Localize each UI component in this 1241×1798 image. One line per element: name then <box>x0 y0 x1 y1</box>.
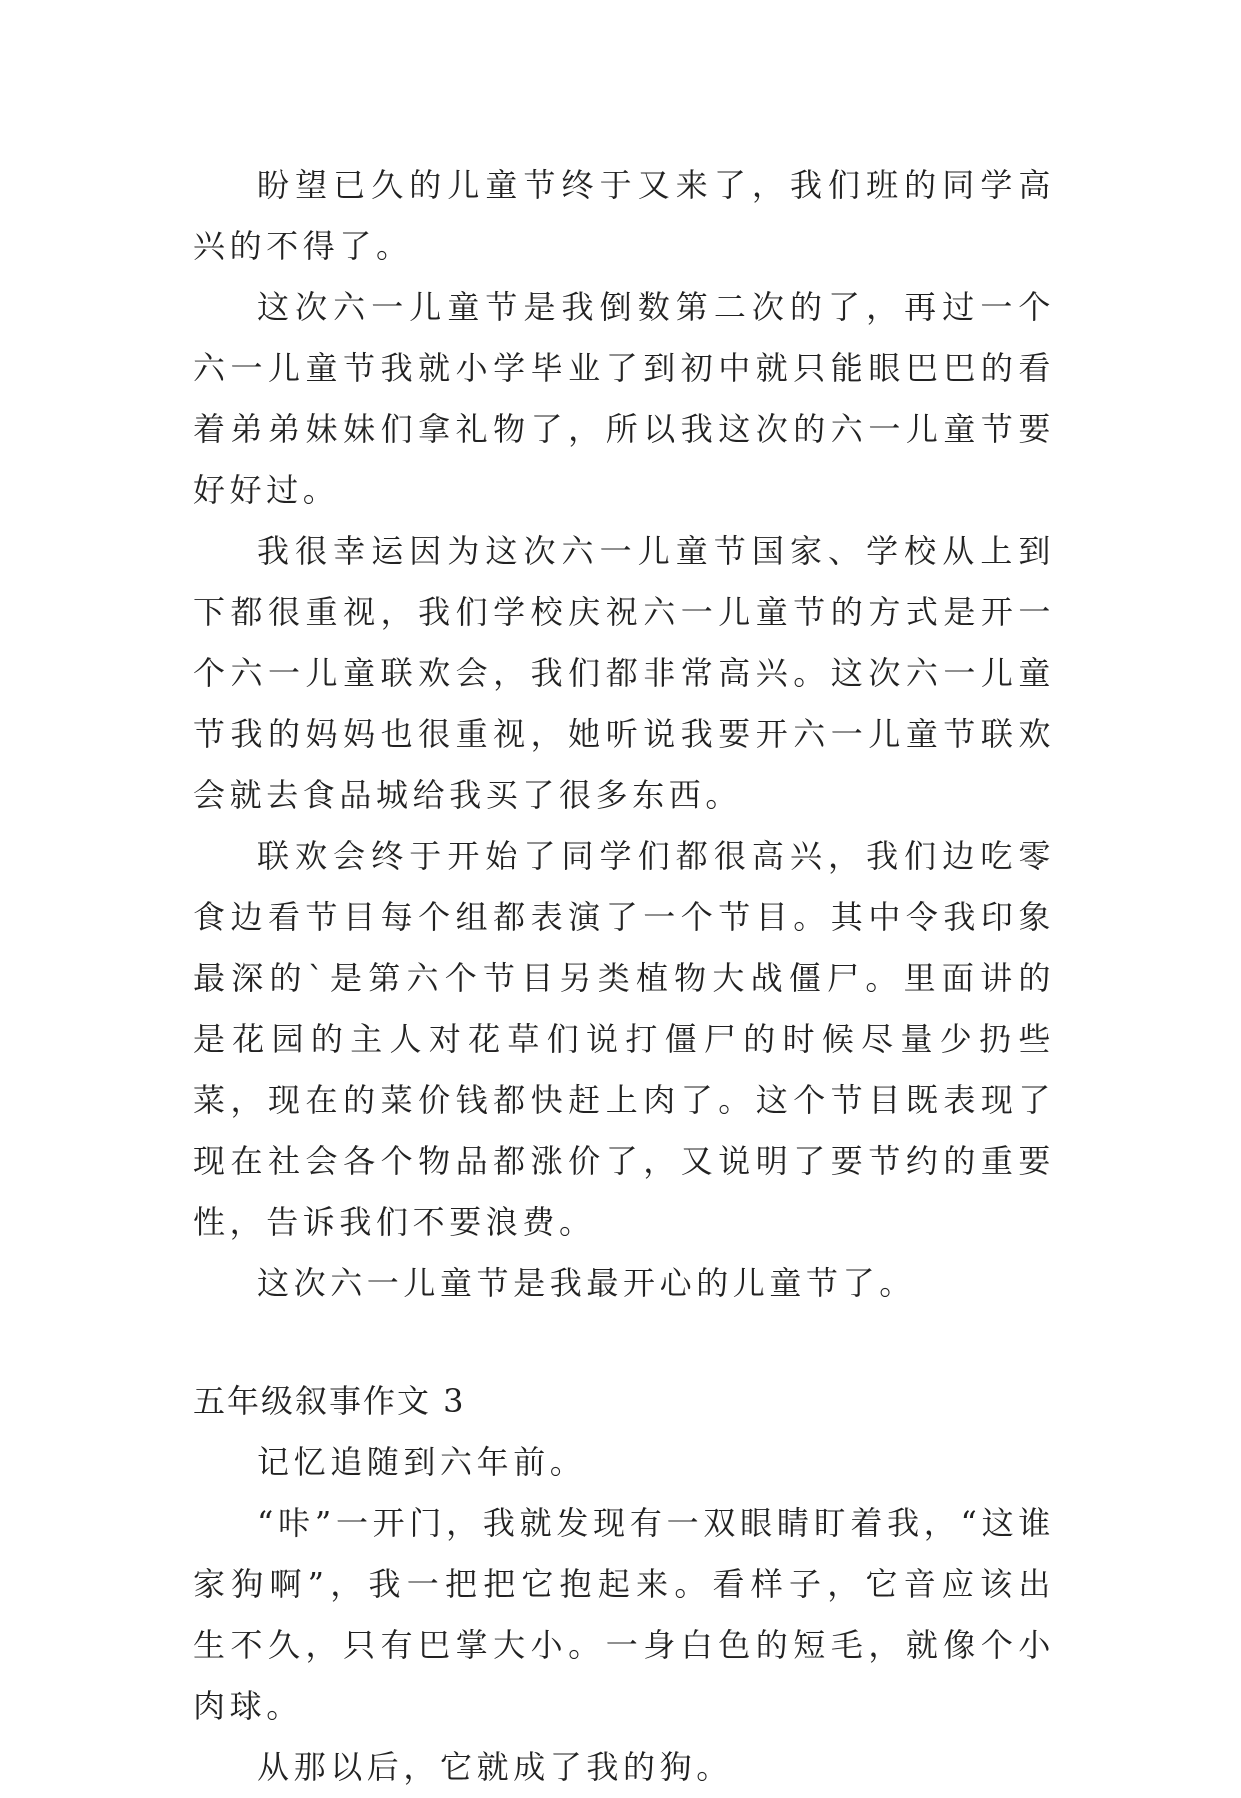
paragraph: 联欢会终于开始了同学们都很高兴，我们边吃零食边看节目每个组都表演了一个节目。其中令我印象最深的`是第六个节目另类植物大战僵尸。里面讲的是花园的主人对花草们说打僵尸的时候尽量少扔些菜，现在的菜价钱都快赶上肉了。这个节目既表现了现在社会各个物品都涨价了，又说明了要节约的重要性，告诉我们不要浪费。 <box>193 837 1055 1241</box>
document-page <box>193 155 1055 1798</box>
section-heading: 五年级叙事作文 3 <box>193 1382 466 1420</box>
paragraph: 盼望已久的儿童节终于又来了，我们班的同学高兴的不得了。 <box>193 166 1055 265</box>
paragraph: “咔”一开门，我就发现有一双眼睛盯着我，“这谁家狗啊”，我一把把它抱起来。看样子，它音应该出生不久，只有巴掌大小。一身白色的短毛，就像个小肉球。 <box>193 1504 1055 1725</box>
paragraph: 这次六一儿童节是我最开心的儿童节了。 <box>257 1264 916 1302</box>
paragraph: 这次六一儿童节是我倒数第二次的了，再过一个六一儿童节我就小学毕业了到初中就只能眼巴巴的看着弟弟妹妹们拿礼物了，所以我这次的六一儿童节要好好过。 <box>193 288 1055 509</box>
paragraph: 我很幸运因为这次六一儿童节国家、学校从上到下都很重视，我们学校庆祝六一儿童节的方式是开一个六一儿童联欢会，我们都非常高兴。这次六一儿童节我的妈妈也很重视，她听说我要开六一儿童节联欢会就去食品城给我买了很多东西。 <box>193 532 1055 814</box>
section-spacer <box>193 1314 1055 1371</box>
paragraph: 记忆追随到六年前。 <box>257 1443 587 1481</box>
paragraph: 从那以后，它就成了我的狗。 <box>257 1748 733 1786</box>
